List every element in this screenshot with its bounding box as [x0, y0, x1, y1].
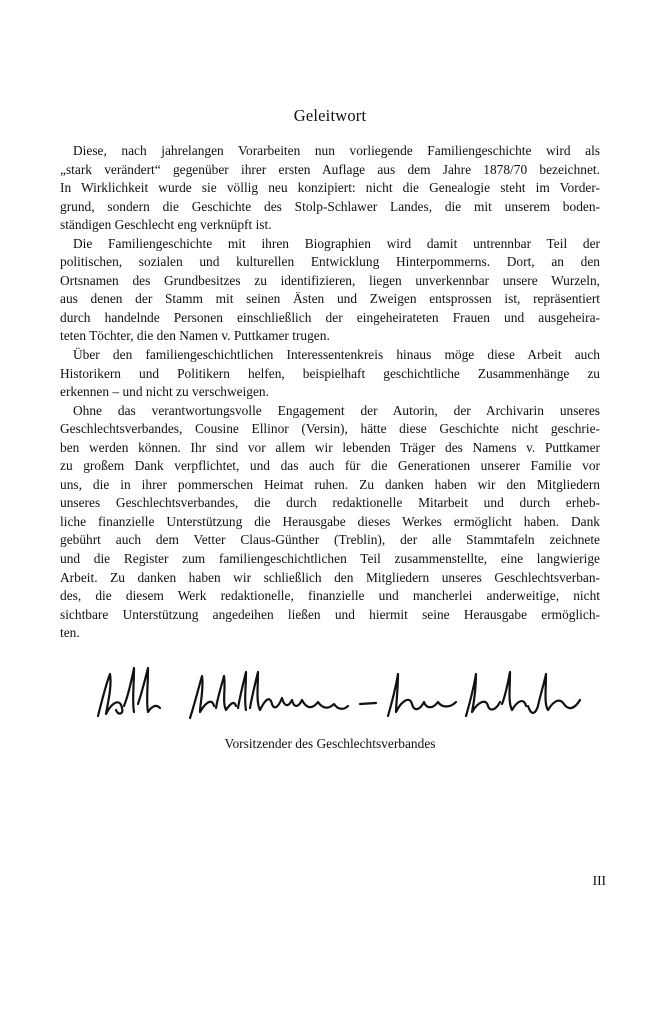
text-line: und die Register zum familiengeschichtlichen Teil zusammenstellte, eine langwierige	[60, 551, 600, 567]
text-line: unseres Geschlechtsverbandes, die durch redaktionelle Mitarbeit und durch erheb-	[60, 495, 600, 511]
handwritten-signature	[94, 656, 584, 726]
page-number: III	[592, 873, 606, 888]
body-text	[60, 142, 600, 643]
text-line: Diese, nach jahrelangen Vorarbeiten nun vorliegende Familiengeschichte wird als	[73, 143, 600, 158]
text-line: Historikern und Politikern helfen, beispielhaft geschichtliche Zusammenhänge zu	[60, 365, 600, 381]
text-line: aus denen der Stamm mit seinen Ästen und Zweigen entsprossen ist, repräsentiert	[60, 291, 600, 307]
text-line: uns, die in ihrer pommerschen Heimat ruhen. Zu danken haben wir den Mitgliedern	[60, 476, 600, 492]
page-title: Geleitwort	[293, 106, 367, 125]
text-line: „stark verändert“ gegenüber ihrer ersten Auflage aus dem Jahre 1878/70 bezeichnet.	[60, 161, 600, 177]
text-line: Über den familiengeschichtlichen Interessentenkreis hinaus möge diese Arbeit auch	[73, 347, 600, 363]
text-line: Geschlechtsverbandes, Cousine Ellinor (Versin), hätte diese Geschichte nicht geschrie-	[60, 421, 600, 437]
text-line: ten.	[60, 625, 80, 641]
text-line: des, die diesem Werk redaktionelle, finanzielle und mancherlei anderweitige, nicht	[60, 588, 600, 604]
text-line: ben werden können. Ihr sind vor allem wir lebenden Träger des Namens v. Puttkamer	[60, 439, 600, 455]
text-line: Ortsnamen des Grundbesitzes zu identifizieren, liegen unverkennbar unsere Wurzeln,	[60, 272, 600, 288]
text-line: sichtbare Unterstützung angedeihen ließen und hiermit seine Herausgabe ermöglich-	[60, 606, 600, 622]
text-line: In Wirklichkeit wurde sie völlig neu konzipiert: nicht die Genealogie steht im Vorder-	[60, 180, 600, 196]
text-line: Ohne das verantwortungsvolle Engagement der Autorin, der Archivarin unseres	[73, 402, 600, 418]
paragraph	[60, 402, 600, 643]
signature-caption: Vorsitzender des Geschlechtsverbandes	[224, 736, 436, 751]
text-line: grund, sondern die Geschichte des Stolp-Schlawer Landes, die mit unserem boden-	[60, 198, 600, 214]
text-line: ständigen Geschlecht eng verknüpft ist.	[60, 217, 272, 233]
paragraph	[60, 346, 600, 402]
text-line: durch handelnde Personen einschließlich der eingeheirateten Frauen und ausgeheira-	[60, 309, 600, 325]
text-line: liche finanzielle Unterstützung die Herausgabe dieses Werkes ermöglicht haben. Dank	[60, 513, 600, 529]
text-line: Die Familiengeschichte mit ihren Biographien wird damit untrennbar Teil der	[73, 235, 600, 251]
text-line: gebührt auch dem Vetter Claus-Günther (Treblin), der alle Stammtafeln zeichnete	[60, 532, 600, 548]
text-line: politischen, sozialen und kulturellen Entwicklung Hinterpommerns. Dort, an den	[60, 254, 600, 270]
text-line: Arbeit. Zu danken haben wir schließlich den Mitgliedern unseres Geschlechtsverban-	[60, 569, 600, 585]
text-line: zu großem Dank verpflichtet, und das auch für die Generationen unserer Familie vor	[60, 458, 600, 474]
text-line: teten Töchter, die den Namen v. Puttkamer trugen.	[60, 328, 330, 344]
paragraph	[60, 235, 600, 346]
paragraph	[60, 142, 600, 235]
text-line: erkennen – und nicht zu verschweigen.	[60, 384, 269, 400]
